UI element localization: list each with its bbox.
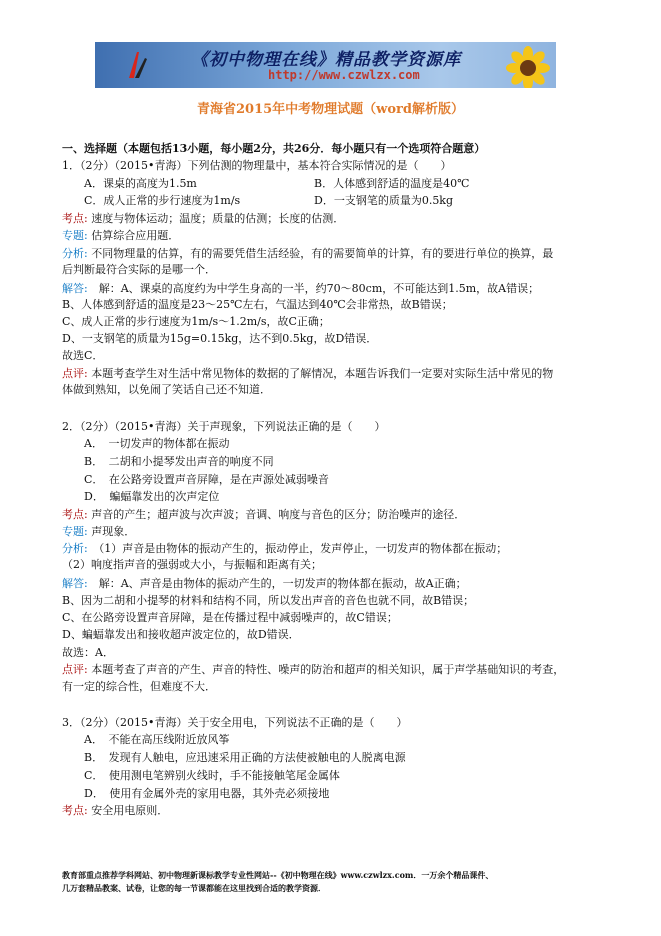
q2-jieda-2: B、因为二胡和小提琴的材料和结构不同，所以发出声音的音色也就不同，故B错误； [62, 594, 475, 607]
q1-dianping [62, 367, 553, 381]
zhuanti-label: 专题: [62, 525, 88, 538]
fenxi-label: 分析: [62, 542, 88, 555]
q3-option-c: C． 使用测电笔辨别火线时，手不能接触笔尾金属体 [84, 769, 340, 782]
footer-line-2: 几万套精品教案、试卷，让您的每一节课都能在这里找到合适的教学资源． [62, 883, 326, 893]
fenxi-label: 分析: [62, 247, 88, 260]
footer-line-1: 教育部重点推荐学科网站、初中物理新课标教学专业性网站--《初中物理在线》www.czwlzx.com．一万余个精品课件、 [62, 870, 494, 880]
header-banner [95, 42, 556, 88]
q1-fenxi-2: 后判断最符合实际的是哪一个． [62, 263, 216, 276]
q2-jieda-5: 故选：A． [62, 646, 114, 659]
banner-url: http://www.czwlzx.com [268, 68, 420, 82]
kaodian-text: 速度与物体运动；温度；质量的估测；长度的估测． [91, 212, 345, 225]
kaodian-text: 声音的产生；超声波与次声波；音调、响度与音色的区分；防治噪声的途径． [91, 508, 466, 521]
dianping-label: 点评: [62, 367, 88, 380]
zhuanti-text: 声现象． [91, 525, 136, 538]
q3-option-d: D． 使用有金属外壳的家用电器，其外壳必须接地 [84, 787, 330, 800]
page-footer [62, 869, 622, 895]
q2-dianping-2: 有一定的综合性，但难度不大． [62, 680, 216, 693]
q2-jieda-4: D、蝙蝠靠发出和接收超声波定位的，故D错误． [62, 628, 300, 641]
q2-zhuanti [62, 525, 135, 539]
zhuanti-label: 专题: [62, 229, 88, 242]
logo-icon [125, 48, 149, 82]
q3-option-b: B． 发现有人触电，应迅速采用正确的方法使被触电的人脱离电源 [84, 751, 406, 764]
q2-fenxi-2: （2）响度指声音的强弱或大小，与振幅和距离有关； [62, 558, 322, 571]
q1-jieda-5: 故选C． [62, 349, 104, 362]
document-title: 青海省2015年中考物理试题（word解析版） [197, 102, 464, 117]
q2-jieda-3: C、在公路旁设置声音屏障，是在传播过程中减弱噪声的，故C错误； [62, 611, 398, 624]
q1-dianping-2: 体做到熟知，以免闹了笑话自己还不知道． [62, 383, 271, 396]
jieda-text: 解：A、声音是由物体的振动产生的，一切发声的物体都在振动，故A正确； [98, 577, 467, 590]
q3-option-a: A． 不能在高压线附近放风筝 [84, 733, 230, 746]
jieda-label: 解答: [62, 577, 88, 590]
kaodian-label: 考点: [62, 212, 88, 225]
q1-jieda-3: C、成人正常的步行速度为1m/s～1.2m/s，故C正确； [62, 315, 330, 328]
zhuanti-text: 估算综合应用题． [91, 229, 180, 242]
q1-fenxi [62, 247, 553, 261]
q2-option-b: B． 二胡和小提琴发出声音的响度不同 [84, 455, 274, 468]
dianping-text: 本题考查学生对生活中常见物体的数据的了解情况，本题告诉我们一定要对实际生活中常见的物 [91, 367, 554, 380]
q1-kaodian [62, 212, 344, 226]
q2-jieda [62, 577, 467, 591]
q1-option-a: A．课桌的高度为1.5m [84, 177, 197, 190]
q2-kaodian [62, 508, 465, 522]
sunflower-icon [506, 46, 550, 88]
q1-stem: 1．（2分）（2015•青海）下列估测的物理量中，基本符合实际情况的是（ ） [62, 159, 452, 172]
q2-stem: 2．（2分）（2015•青海）关于声现象，下列说法正确的是（ ） [62, 420, 386, 433]
q1-jieda [62, 282, 539, 296]
q2-option-c: C． 在公路旁设置声音屏障，是在声源处减弱噪音 [84, 473, 329, 486]
q2-option-d: D． 蝙蝠靠发出的次声定位 [84, 490, 220, 503]
banner-title: 《初中物理在线》精品教学资源库 [191, 50, 461, 70]
q1-zhuanti [62, 229, 179, 243]
q1-option-d: D．一支钢笔的质量为0.5kg [314, 194, 454, 207]
jieda-text: 解：A、课桌的高度约为中学生身高的一半，约70～80cm，不可能达到1.5m，故A错误； [98, 282, 540, 295]
q1-jieda-2: B、人体感到舒适的温度是23～25℃左右，气温达到40℃会非常热，故B错误； [62, 298, 453, 311]
kaodian-text: 安全用电原则． [91, 804, 169, 817]
q1-jieda-4: D、一支钢笔的质量为15g=0.15kg，达不到0.5kg，故D错误． [62, 332, 378, 345]
dianping-text: 本题考查了声音的产生、声音的特性、噪声的防治和超声的相关知识，属于声学基础知识的考查， [91, 663, 565, 676]
q2-dianping [62, 663, 564, 677]
q3-kaodian [62, 804, 168, 818]
kaodian-label: 考点: [62, 508, 88, 521]
q2-fenxi [62, 542, 507, 556]
fenxi-text: （1）声音是由物体的振动产生的，振动停止，发声停止，一切发声的物体都在振动； [98, 542, 508, 555]
fenxi-text: 不同物理量的估算，有的需要凭借生活经验，有的需要简单的计算，有的要进行单位的换算，最 [91, 247, 554, 260]
jieda-label: 解答: [62, 282, 88, 295]
q1-option-c: C．成人正常的步行速度为1m/s [84, 194, 241, 207]
dianping-label: 点评: [62, 663, 88, 676]
q3-stem: 3．（2分）（2015•青海）关于安全用电，下列说法不正确的是（ ） [62, 716, 408, 729]
section-heading: 一、选择题（本题包括13小题，每小题2分，共26分．每小题只有一个选项符合题意） [62, 142, 486, 155]
q2-option-a: A． 一切发声的物体都在振动 [84, 437, 230, 450]
q1-option-b: B．人体感到舒适的温度是40℃ [314, 177, 470, 190]
kaodian-label: 考点: [62, 804, 88, 817]
